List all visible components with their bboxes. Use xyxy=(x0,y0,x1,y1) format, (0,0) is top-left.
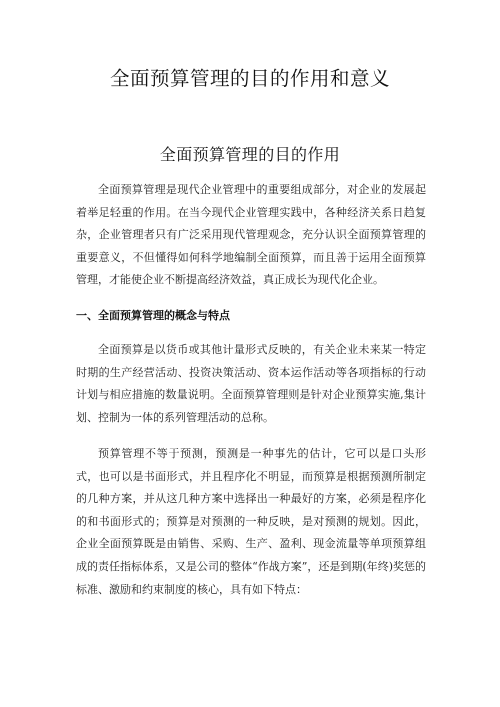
subheading-concept: 一、全面预算管理的概念与特点 xyxy=(76,309,230,322)
document-title: 全面预算管理的目的作用和意义 xyxy=(109,67,390,90)
paragraph-budget-vs-forecast: 预算管理不等于预测，预测是一种事先的估计，它可以是口头形式，也可以是书面形式，并且程序化不明显，而预算是根据预测所制定的几种方案，并从这几种方案中选择出一种最好的方案，必须是程序化的和书面形式的；预算是对预测的一种反映，是对预测的规划。因此，企业全面预算既是由销售、采购、生产、盈利、现金流量等单项预算组成的责任指标体系，又是公司的整体“作战方案”，还是到期(年终)奖惩的标准、激励和约束制度的核心，具有如下特点： xyxy=(76,447,426,596)
section-title: 全面预算管理的目的作用 xyxy=(159,145,341,164)
paragraph-intro: 全面预算管理是现代企业管理中的重要组成部分，对企业的发展起着举足轻重的作用。在当今现代企业管理实践中，各种经济关系日趋复杂，企业管理者只有广泛采用现代管理观念，充分认识全面预算管理的重要意义，不但懂得如何科学地编制全面预算，而且善于运用全面预算管理，才能使企业不断提高经济效益，真正成长为现代化企业。 xyxy=(76,183,426,287)
paragraph-definition: 全面预算是以货币或其他计量形式反映的，有关企业未来某一特定时期的生产经营活动、投资决策活动、资本运作活动等各项指标的行动计划与相应措施的数量说明。全面预算管理则是针对企业预算实施,集计划、控制为一体的系列管理活动的总称。 xyxy=(76,343,426,424)
